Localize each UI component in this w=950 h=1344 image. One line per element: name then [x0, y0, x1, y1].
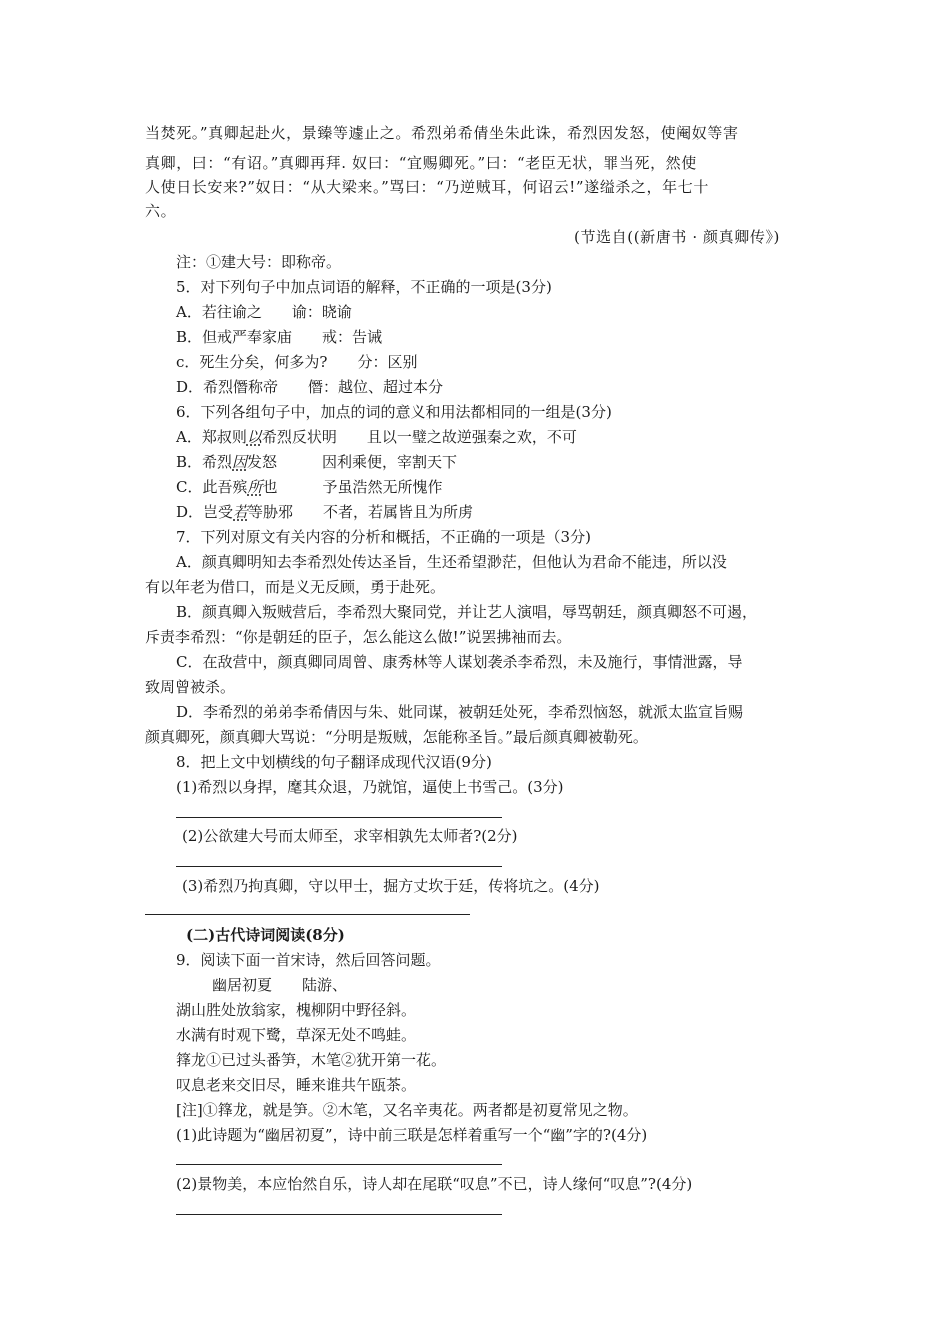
- dotted-word: 所: [247, 478, 263, 496]
- q8-item-2: (2)公欲建大号而太师至，求宰相孰先太师者?(2分): [182, 827, 518, 845]
- q5-option-a: A．若往谕之 谕：晓谕: [176, 303, 352, 321]
- q9-stem: 9．阅读下面一首宋诗，然后回答问题。: [176, 951, 441, 969]
- passage-line-4: 六。: [145, 202, 177, 220]
- q9-sub-1: (1)此诗题为“幽居初夏”，诗中前三联是怎样着重写一个“幽”字的?(4分): [176, 1126, 648, 1144]
- poem-line: 湖山胜处放翁家，槐柳阴中野径斜。: [176, 1001, 417, 1019]
- q8-stem: 8．把上文中划横线的句子翻译成现代汉语(9分): [176, 753, 492, 771]
- answer-line[interactable]: [176, 1214, 502, 1215]
- passage-note: 注：①建大号：即称帝。: [176, 253, 342, 271]
- q6-stem: 6．下列各组句子中，加点的词的意义和用法都相同的一组是(3分): [176, 403, 612, 421]
- poem-note: [注]①箨龙，就是笋。②木笔，又名辛夷花。两者都是初夏常见之物。: [176, 1101, 638, 1119]
- answer-line[interactable]: [176, 817, 502, 818]
- q7-line: B．颜真卿入叛贼营后，李希烈大聚同党，并让艺人演唱，辱骂朝廷，颜真卿怒不可遏，: [176, 603, 758, 621]
- q8-item-3: (3)希烈乃拘真卿，守以甲士，掘方丈坎于廷，传将坑之。(4分): [182, 877, 600, 895]
- dotted-word: 因: [232, 453, 248, 471]
- q7-line: 致周曾被杀。: [145, 678, 236, 696]
- poem-line: 水满有时观下鹭，草深无处不鸣蛙。: [176, 1026, 417, 1044]
- dotted-word: 以: [246, 428, 262, 446]
- section-heading: (二)古代诗词阅读(8分): [186, 926, 345, 944]
- answer-line[interactable]: [176, 1164, 502, 1165]
- q7-line: C．在敌营中，颜真卿同周曾、康秀林等人谋划袭杀李希烈，未及施行，事情泄露，导: [176, 653, 743, 671]
- passage-line-1: 当焚死。”真卿起赴火，景臻等遽止之。希烈弟希倩坐朱此诛，希烈因发怒，使阉奴等害: [145, 124, 739, 142]
- q6-option-a: A．郑叔则以希烈反状明 且以一璧之故逆强秦之欢，不可: [176, 428, 577, 446]
- passage-line-2: 真卿，曰：“有诏。”真卿再拜. 奴曰：“宜赐卿死。”曰：“老臣无状，罪当死，然使: [145, 154, 697, 172]
- q7-stem: 7．下列对原文有关内容的分析和概括，不正确的一项是（3分): [176, 528, 591, 546]
- q6-option-b: B．希烈因发怒 因利乘便，宰割天下: [176, 453, 458, 471]
- dotted-word: 若: [233, 503, 249, 521]
- poem-line: 叹息老来交旧尽，睡来谁共午瓯茶。: [176, 1076, 417, 1094]
- q6-option-c: C．此吾殡所也 予虽浩然无所愧作: [176, 478, 443, 496]
- answer-line[interactable]: [176, 866, 502, 867]
- passage-source: (节选自((新唐书 · 颜真卿传》): [574, 228, 781, 246]
- q6-option-d: D．岂受若等胁邪 不者，若属皆且为所虏: [176, 503, 474, 521]
- q5-stem: 5．对下列句子中加点词语的解释，不正确的一项是(3分): [176, 278, 552, 296]
- q7-line: 颜真卿死，颜真卿大骂说：“分明是叛贼，怎能称圣旨。”最后颜真卿被勒死。: [145, 728, 648, 746]
- q9-sub-2: (2)景物美，本应怡然自乐，诗人却在尾联“叹息”不已，诗人缘何“叹息”?(4分): [176, 1175, 693, 1193]
- passage-line-3: 人使日长安来?”奴日：“从大梁来。”骂曰：“乃逆贼耳，何诏云!”遂缢杀之，年七十: [145, 178, 709, 196]
- answer-line[interactable]: [145, 914, 470, 915]
- q7-line: 有以年老为借口，而是义无反顾，勇于赴死。: [145, 578, 446, 596]
- q5-option-b: B．但戒严奉家庙 戒：告诫: [176, 328, 383, 346]
- poem-line: 箨龙①已过头番笋，木笔②犹开第一花。: [176, 1051, 447, 1069]
- q5-option-c: c．死生分矣，何多为? 分：区别: [176, 353, 418, 371]
- q8-item-1: (1)希烈以身捍，麾其众退，乃就馆，逼使上书雪己。(3分): [176, 778, 564, 796]
- q7-line: D．李希烈的弟弟李希倩因与朱、妣同谋，被朝廷处死，李希烈恼怒，就派太监宣旨赐: [176, 703, 744, 721]
- poem-title: 幽居初夏 陆游、: [212, 976, 348, 994]
- q7-line: A．颜真卿明知去李希烈处传达圣旨，生还希望渺茫，但他认为君命不能违，所以没: [176, 553, 727, 571]
- q7-line: 斥责李希烈：“你是朝廷的臣子，怎么能这么做!”说罢拂袖而去。: [145, 628, 572, 646]
- q5-option-d: D．希烈僭称帝 僭：越位、超过本分: [176, 378, 444, 396]
